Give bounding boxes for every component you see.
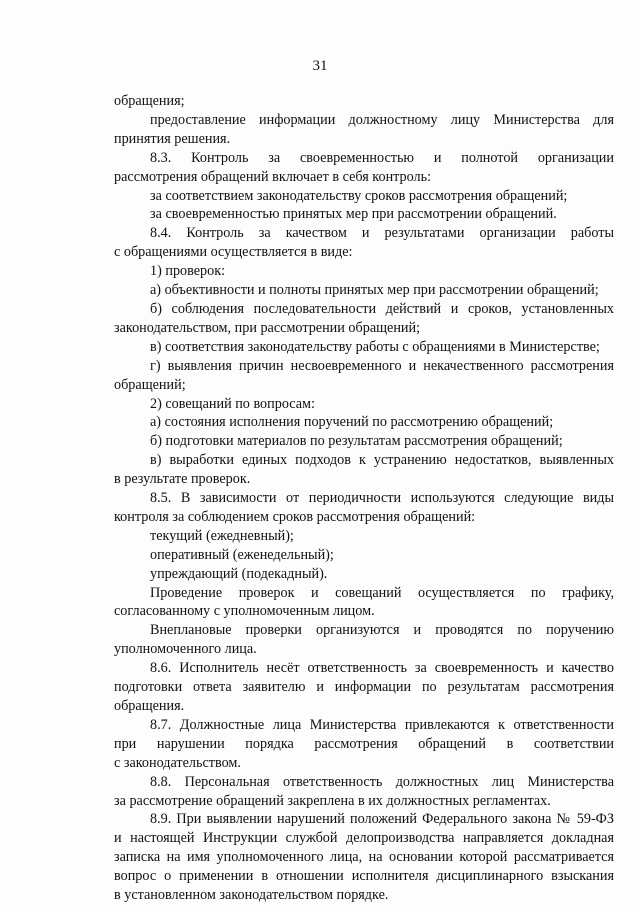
text-line: предоставление информации должностному лицу Министерства для <box>150 111 614 128</box>
text-line: записка на имя уполномоченного лица, на основании которой рассматривается <box>114 849 614 866</box>
text-line: подготовки ответа заявителю и информации по результатам рассмотрения <box>114 679 614 696</box>
text-line: согласованному с уполномоченным лицом. <box>114 603 375 620</box>
text-line: б) подготовки материалов по результатам рассмотрения обращений; <box>150 433 563 450</box>
text-line: 8.5. В зависимости от периодичности используются следующие виды <box>150 490 614 507</box>
text-line: принятия решения. <box>114 130 231 147</box>
document-body <box>114 92 614 905</box>
text-line: обращения; <box>114 93 185 109</box>
text-line: 2) совещаний по вопросам: <box>150 395 315 412</box>
text-line: 8.4. Контроль за качеством и результатами организации работы <box>150 225 614 242</box>
text-line: в установленном законодательством порядке. <box>114 887 389 904</box>
text-line: Проведение проверок и совещаний осуществляется по графику, <box>150 584 614 601</box>
text-line: обращений; <box>114 376 186 393</box>
text-line: с обращениями осуществляется в виде: <box>114 244 353 261</box>
text-line: оперативный (еженедельный); <box>150 546 334 563</box>
text-line: 8.9. При выявлении нарушений положений Федерального закона № 59-ФЗ <box>150 811 614 828</box>
text-line: г) выявления причин несвоевременного и некачественного рассмотрения <box>150 357 614 374</box>
text-line: 8.8. Персональная ответственность должностных лиц Министерства <box>150 773 614 790</box>
text-line: в) соответствия законодательству работы с обращениями в Министерстве; <box>150 338 600 355</box>
text-line: обращения. <box>114 698 185 714</box>
text-line: Внеплановые проверки организуются и проводятся по поручению <box>150 622 614 639</box>
text-line: в) выработки единых подходов к устранению недостатков, выявленных <box>150 452 614 469</box>
text-line: текущий (ежедневный); <box>150 527 294 544</box>
text-line: за рассмотрение обращений закреплена в их должностных регламентах. <box>114 792 551 809</box>
text-line: 8.6. Исполнитель несёт ответственность за своевременность и качество <box>150 660 614 677</box>
text-line: б) соблюдения последовательности действий и сроков, установленных <box>150 300 614 317</box>
text-line: а) объективности и полноты принятых мер при рассмотрении обращений; <box>150 282 599 299</box>
text-line: 8.3. Контроль за своевременностью и полнотой организации <box>150 149 614 166</box>
text-line: упреждающий (подекадный). <box>150 565 328 582</box>
text-line: за своевременностью принятых мер при рассмотрении обращений. <box>150 206 557 223</box>
text-line: с законодательством. <box>114 754 241 771</box>
text-line: рассмотрения обращений включает в себя контроль: <box>114 168 432 185</box>
text-line: в результате проверок. <box>114 471 251 488</box>
text-line: 8.7. Должностные лица Министерства привлекаются к ответственности <box>150 716 614 733</box>
text-line: контроля за соблюдением сроков рассмотрения обращений: <box>114 508 476 525</box>
text-line: а) состояния исполнения поручений по рассмотрению обращений; <box>150 414 554 431</box>
text-line: и настоящей Инструкции службой делопроизводства направляется докладная <box>114 830 614 847</box>
text-line: 1) проверок: <box>150 263 226 280</box>
text-line: за соответствием законодательству сроков рассмотрения обращений; <box>150 187 568 204</box>
page-number: 31 <box>312 58 328 74</box>
text-line: вопрос о применении в отношении исполнителя дисциплинарного взыскания <box>114 868 614 885</box>
text-line: законодательством, при рассмотрении обращений; <box>114 319 421 336</box>
text-line: уполномоченного лица. <box>114 641 257 658</box>
text-line: при нарушении порядка рассмотрения обращений в соответствии <box>114 735 614 752</box>
